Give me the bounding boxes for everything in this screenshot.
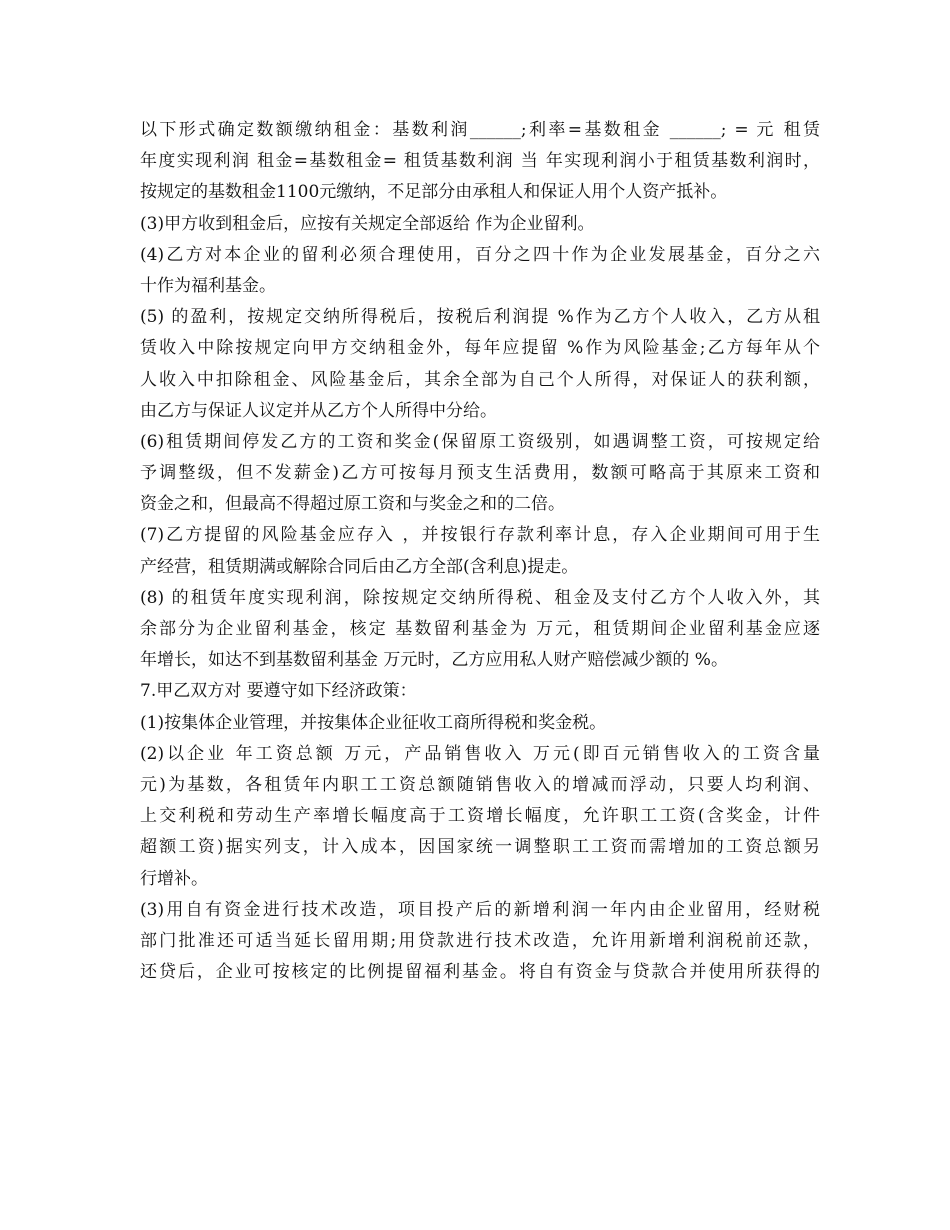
text-line: 人收入中扣除租金、风险基金后，其余全部为自己个人所得，对保证人的获利额， (140, 369, 820, 390)
text-line: 超额工资)据实列支，计入成本，因国家统一调整职工工资而需增加的工资总额另 (140, 837, 820, 858)
text-line: 余部分为企业留利基金，核定 基数留利基金为 万元，租赁期间企业留利基金应逐 (140, 619, 820, 639)
text-line: (4)乙方对本企业的留利必须合理使用，百分之四十作为企业发展基金，百分之六 (140, 244, 820, 265)
text-line: 资金之和，但最高不得超过原工资和与奖金之和的二倍。 (140, 494, 565, 515)
text-line: (8) 的租赁年度实现利润，除按规定交纳所得税、租金及支付乙方个人收入外，其 (140, 587, 820, 608)
text-line: (1)按集体企业管理，并按集体企业征收工商所得税和奖金税。 (140, 712, 607, 733)
text-line: (5) 的盈利，按规定交纳所得税后，按税后利润提 %作为乙方个人收入，乙方从租 (140, 307, 820, 328)
text-line: 7.甲乙双方对 要遵守如下经济政策： (140, 681, 417, 702)
text-line: 年度实现利润 租金=基数租金= 租赁基数利润 当 年实现利润小于租赁基数利润时， (140, 151, 820, 172)
text-line: 以下形式确定数额缴纳租金：基数利润______;利率=基数租金 ______; = 元 租赁 (140, 120, 820, 140)
text-line: (2)以企业 年工资总额 万元，产品销售收入 万元(即百元销售收入的工资含量 (140, 743, 820, 764)
text-line: (3)甲方收到租金后，应按有关规定全部返给 作为企业留利。 (140, 213, 595, 234)
text-line: 十作为福利基金。 (140, 275, 276, 296)
text-line: 上交利税和劳动生产率增长幅度高于工资增长幅度，允许职工工资(含奖金，计件 (140, 806, 820, 827)
text-line: 部门批准还可适当延长留用期;用贷款进行技术改造，允许用新增利润税前还款， (140, 930, 820, 951)
text-line: 元)为基数，各租赁年内职工工资总额随销售收入的增减而浮动，只要人均利润、 (140, 774, 820, 795)
text-line: 行增补。 (140, 868, 208, 889)
text-line: (3)用自有资金进行技术改造，项目投产后的新增利润一年内由企业留用，经财税 (140, 899, 820, 920)
text-line: 还贷后，企业可按核定的比例提留福利基金。将自有资金与贷款合并使用所获得的 (140, 962, 820, 983)
document-body (140, 115, 820, 988)
text-line: 按规定的基数租金1100元缴纳，不足部分由承租人和保证人用个人资产抵补。 (140, 182, 728, 203)
text-line: 年增长，如达不到基数留利基金 万元时，乙方应用私人财产赔偿减少额的 %。 (140, 650, 728, 671)
text-line: 由乙方与保证人议定并从乙方个人所得中分给。 (140, 400, 497, 421)
text-line: (6)租赁期间停发乙方的工资和奖金(保留原工资级别，如遇调整工资，可按规定给 (140, 431, 820, 452)
text-line: 赁收入中除按规定向甲方交纳租金外，每年应提留 %作为风险基金;乙方每年从个 (140, 338, 820, 359)
text-line: (7)乙方提留的风险基金应存入 ，并按银行存款利率计息，存入企业期间可用于生 (140, 525, 820, 546)
text-line: 予调整级，但不发薪金)乙方可按每月预支生活费用，数额可略高于其原来工资和 (140, 463, 820, 484)
text-line: 产经营，租赁期满或解除合同后由乙方全部(含利息)提走。 (140, 556, 579, 577)
